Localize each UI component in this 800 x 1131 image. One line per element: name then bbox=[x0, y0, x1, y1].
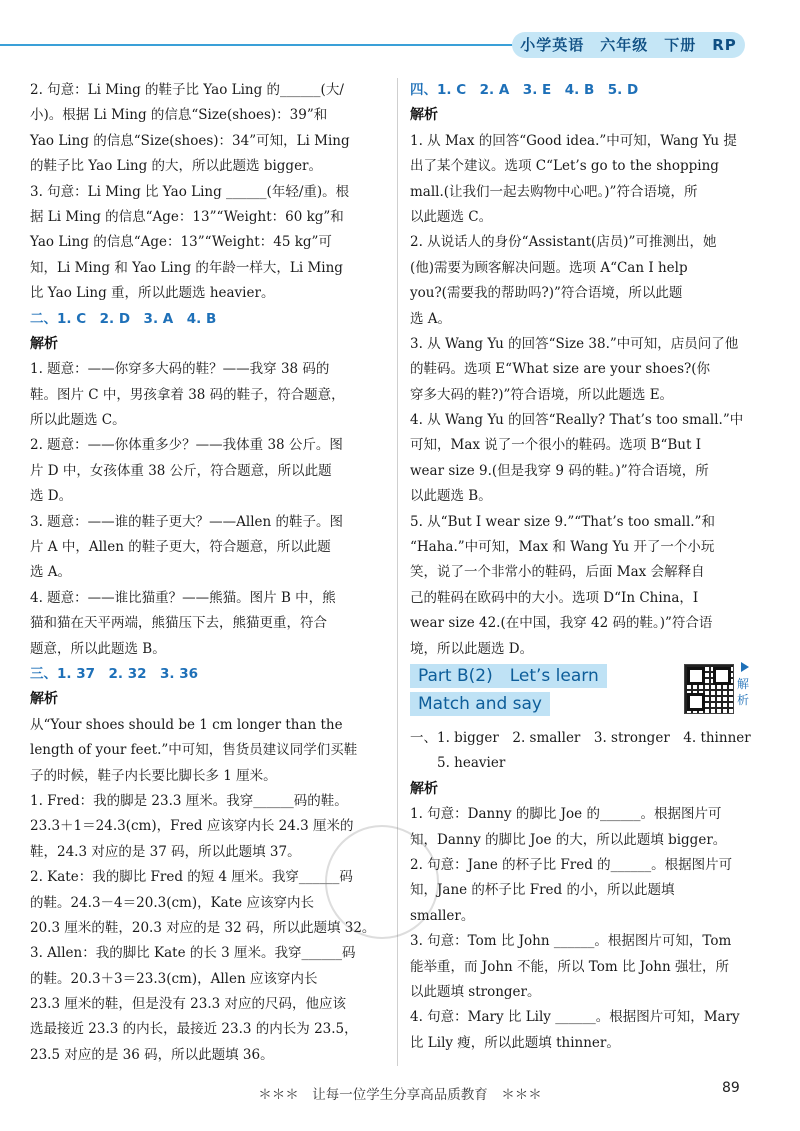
qr-corner bbox=[687, 667, 705, 685]
text-line: 1. Fred：我的脚是 23.3 厘米。我穿______码的鞋。 bbox=[30, 792, 348, 809]
text-line: length of your feet.”中可知，售货员建议同学们买鞋 bbox=[30, 742, 358, 759]
text-line: 3. 从 Wang Yu 的回答“Size 38.”中可知，店员问了他 bbox=[410, 335, 739, 352]
text-line: 20.3 厘米的鞋，20.3 对应的是 32 码，所以此题填 32。 bbox=[30, 919, 376, 936]
qr-corner bbox=[687, 693, 705, 711]
analysis-label: 解析 bbox=[30, 691, 58, 708]
text-line: 猫和猫在天平两端，熊猫压下去，熊猫更重，符合 bbox=[30, 615, 327, 632]
answer-key-line: 二、1. C 2. D 3. A 4. B bbox=[30, 310, 217, 327]
text-line: 4. 题意：——谁比猫重？——熊猫。图片 B 中，熊 bbox=[30, 589, 336, 606]
text-line: 鞋。图片 C 中，男孩拿着 38 码的鞋子，符合题意， bbox=[30, 386, 345, 403]
page-number: 89 bbox=[722, 1080, 740, 1096]
text-line: 己的鞋码在欧码中的大小。选项 D“In China，I bbox=[410, 589, 699, 606]
text-line: 境，所以此题选 D。 bbox=[410, 640, 534, 657]
qr-code-icon[interactable] bbox=[684, 664, 734, 714]
header-badge: 小学英语 六年级 下册 RP bbox=[512, 32, 745, 58]
text-line: 笑，说了一个非常小的鞋码，后面 Max 会解释自 bbox=[410, 564, 705, 581]
qr-corner bbox=[713, 667, 731, 685]
text-line: 2. 句意：Li Ming 的鞋子比 Yao Ling 的______(大/ bbox=[30, 82, 344, 98]
text-line: 片 D 中，女孩体重 38 公斤，符合题意，所以此题 bbox=[30, 462, 332, 479]
play-icon bbox=[741, 662, 749, 672]
text-line: 5. heavier bbox=[410, 755, 506, 772]
footer-slogan: ＊＊＊ 让每一位学生分享高品质教育 ＊＊＊ bbox=[258, 1087, 542, 1103]
header-rule bbox=[0, 44, 520, 46]
text-line: Yao Ling 的信息“Size(shoes)：34”可知，Li Ming bbox=[30, 132, 350, 149]
text-line: 1. 句意：Danny 的脚比 Joe 的______。根据图片可 bbox=[410, 806, 722, 823]
text-line: 比 Lily 瘦，所以此题填 thinner。 bbox=[410, 1034, 620, 1051]
text-line: smaller。 bbox=[410, 907, 475, 924]
answer-key-line: 三、1. 37 2. 32 3. 36 bbox=[30, 665, 199, 682]
text-line: you?(需要我的帮助吗?)”符合语境，所以此题 bbox=[410, 285, 683, 302]
text-line: 选 A。 bbox=[410, 310, 452, 327]
text-line: 以此题选 C。 bbox=[410, 208, 493, 225]
text-line: 可知，Max 说了一个很小的鞋码。选项 B“But I bbox=[410, 437, 702, 454]
text-line: wear size 9.(但是我穿 9 码的鞋。)”符合语境，所 bbox=[410, 462, 709, 479]
part-heading bbox=[410, 664, 750, 720]
text-line: 选最接近 23.3 的内长，最接近 23.3 的内长为 23.5， bbox=[30, 1021, 358, 1038]
text-line: 23.5 对应的是 36 码，所以此题填 36。 bbox=[30, 1046, 274, 1063]
text-line: 2. 句意：Jane 的杯子比 Fred 的______。根据图片可 bbox=[410, 856, 733, 873]
header-bar bbox=[0, 32, 745, 58]
analysis-label: 解析 bbox=[410, 107, 438, 124]
text-line: 3. 句意：Li Ming 比 Yao Ling ______(年轻/重)。根 bbox=[30, 183, 350, 200]
text-line: 23.3 厘米的鞋，但是没有 23.3 对应的尺码，他应该 bbox=[30, 996, 346, 1013]
text-line: 3. 句意：Tom 比 John ______。根据图片可知，Tom bbox=[410, 933, 732, 950]
text-line: 据 Li Ming 的信息“Age：13”“Weight：60 kg”和 bbox=[30, 208, 344, 225]
text-line: wear size 42.(在中国，我穿 42 码的鞋。)”符合语 bbox=[410, 615, 713, 632]
text-line: Yao Ling 的信息“Age：13”“Weight：45 kg”可 bbox=[30, 234, 332, 251]
text-line: mall.(让我们一起去购物中心吧。)”符合语境，所 bbox=[410, 183, 698, 200]
text-line: 知，Li Ming 和 Yao Ling 的年龄一样大，Li Ming bbox=[30, 259, 343, 276]
text-line: 3. 题意：——谁的鞋子更大？——Allen 的鞋子。图 bbox=[30, 513, 344, 530]
right-column-top bbox=[410, 78, 750, 662]
text-line: 一、1. bigger 2. smaller 3. stronger 4. thinner bbox=[410, 729, 751, 746]
text-line: 选 D。 bbox=[30, 488, 73, 505]
left-column bbox=[30, 78, 385, 1068]
part-subtitle: Match and say bbox=[410, 692, 550, 716]
text-line: 鞋，24.3 对应的是 37 码，所以此题填 37。 bbox=[30, 843, 301, 860]
analysis-label: 解析 bbox=[410, 780, 438, 797]
text-line: 的鞋。20.3＋3＝23.3(cm)，Allen 应该穿内长 bbox=[30, 970, 318, 987]
text-line: 知，Jane 的杯子比 Fred 的小，所以此题填 bbox=[410, 882, 675, 899]
text-line: 4. 句意：Mary 比 Lily ______。根据图片可知，Mary bbox=[410, 1009, 740, 1026]
text-line: 以此题选 B。 bbox=[410, 488, 492, 505]
text-line: 比 Yao Ling 重，所以此题选 heavier。 bbox=[30, 285, 275, 302]
text-line: 能举重，而 John 不能，所以 Tom 比 John 强壮，所 bbox=[410, 958, 729, 975]
text-line: “Haha.”中可知，Max 和 Wang Yu 开了一个小玩 bbox=[410, 539, 715, 556]
text-line: 知，Danny 的脚比 Joe 的大，所以此题填 bigger。 bbox=[410, 831, 727, 848]
text-line: 23.3＋1＝24.3(cm)，Fred 应该穿内长 24.3 厘米的 bbox=[30, 818, 354, 835]
text-line: 从“Your shoes should be 1 cm longer than the bbox=[30, 716, 343, 733]
text-line: 3. Allen：我的脚比 Kate 的长 3 厘米。我穿______码 bbox=[30, 945, 356, 962]
text-line: 小)。根据 Li Ming 的信息“Size(shoes)：39”和 bbox=[30, 107, 328, 124]
qr-label: 解析 bbox=[736, 676, 749, 707]
text-line: 出了某个建议。选项 C“Let’s go to the shopping bbox=[410, 158, 719, 175]
text-line: 5. 从“But I wear size 9.”“That’s too small.”和 bbox=[410, 513, 715, 530]
text-line: 子的时候，鞋子内长要比脚长多 1 厘米。 bbox=[30, 767, 277, 784]
text-line: 所以此题选 C。 bbox=[30, 412, 126, 429]
text-line: 的鞋。24.3－4＝20.3(cm)，Kate 应该穿内长 bbox=[30, 894, 314, 911]
text-line: 穿多大码的鞋?)”符合语境，所以此题选 E。 bbox=[410, 386, 674, 403]
text-line: 1. 题意：——你穿多大码的鞋？——我穿 38 码的 bbox=[30, 361, 330, 378]
text-line: 的鞋子比 Yao Ling 的大，所以此题选 bigger。 bbox=[30, 158, 323, 175]
analysis-label: 解析 bbox=[30, 335, 58, 352]
text-line: 2. 从说话人的身份“Assistant(店员)”可推测出，她 bbox=[410, 234, 717, 251]
text-line: 题意，所以此题选 B。 bbox=[30, 640, 166, 657]
text-line: (他)需要为顾客解决问题。选项 A“Can I help bbox=[410, 259, 688, 276]
part-title: Part B(2) Let’s learn bbox=[410, 664, 607, 688]
text-line: 2. Kate：我的脚比 Fred 的短 4 厘米。我穿______码 bbox=[30, 869, 353, 886]
right-column-bottom bbox=[410, 726, 750, 1056]
text-line: 片 A 中，Allen 的鞋子更大，符合题意，所以此题 bbox=[30, 539, 331, 556]
text-line: 以此题填 stronger。 bbox=[410, 983, 541, 1000]
text-line: 1. 从 Max 的回答“Good idea.”中可知，Wang Yu 提 bbox=[410, 132, 737, 149]
answer-key-line: 四、1. C 2. A 3. E 4. B 5. D bbox=[410, 82, 639, 98]
text-line: 2. 题意：——你体重多少？——我体重 38 公斤。图 bbox=[30, 437, 343, 454]
text-line: 4. 从 Wang Yu 的回答“Really? That’s too small.”中 bbox=[410, 412, 744, 429]
text-line: 选 A。 bbox=[30, 564, 72, 581]
right-column bbox=[410, 78, 750, 1056]
text-line: 的鞋码。选项 E“What size are your shoes?(你 bbox=[410, 361, 711, 378]
